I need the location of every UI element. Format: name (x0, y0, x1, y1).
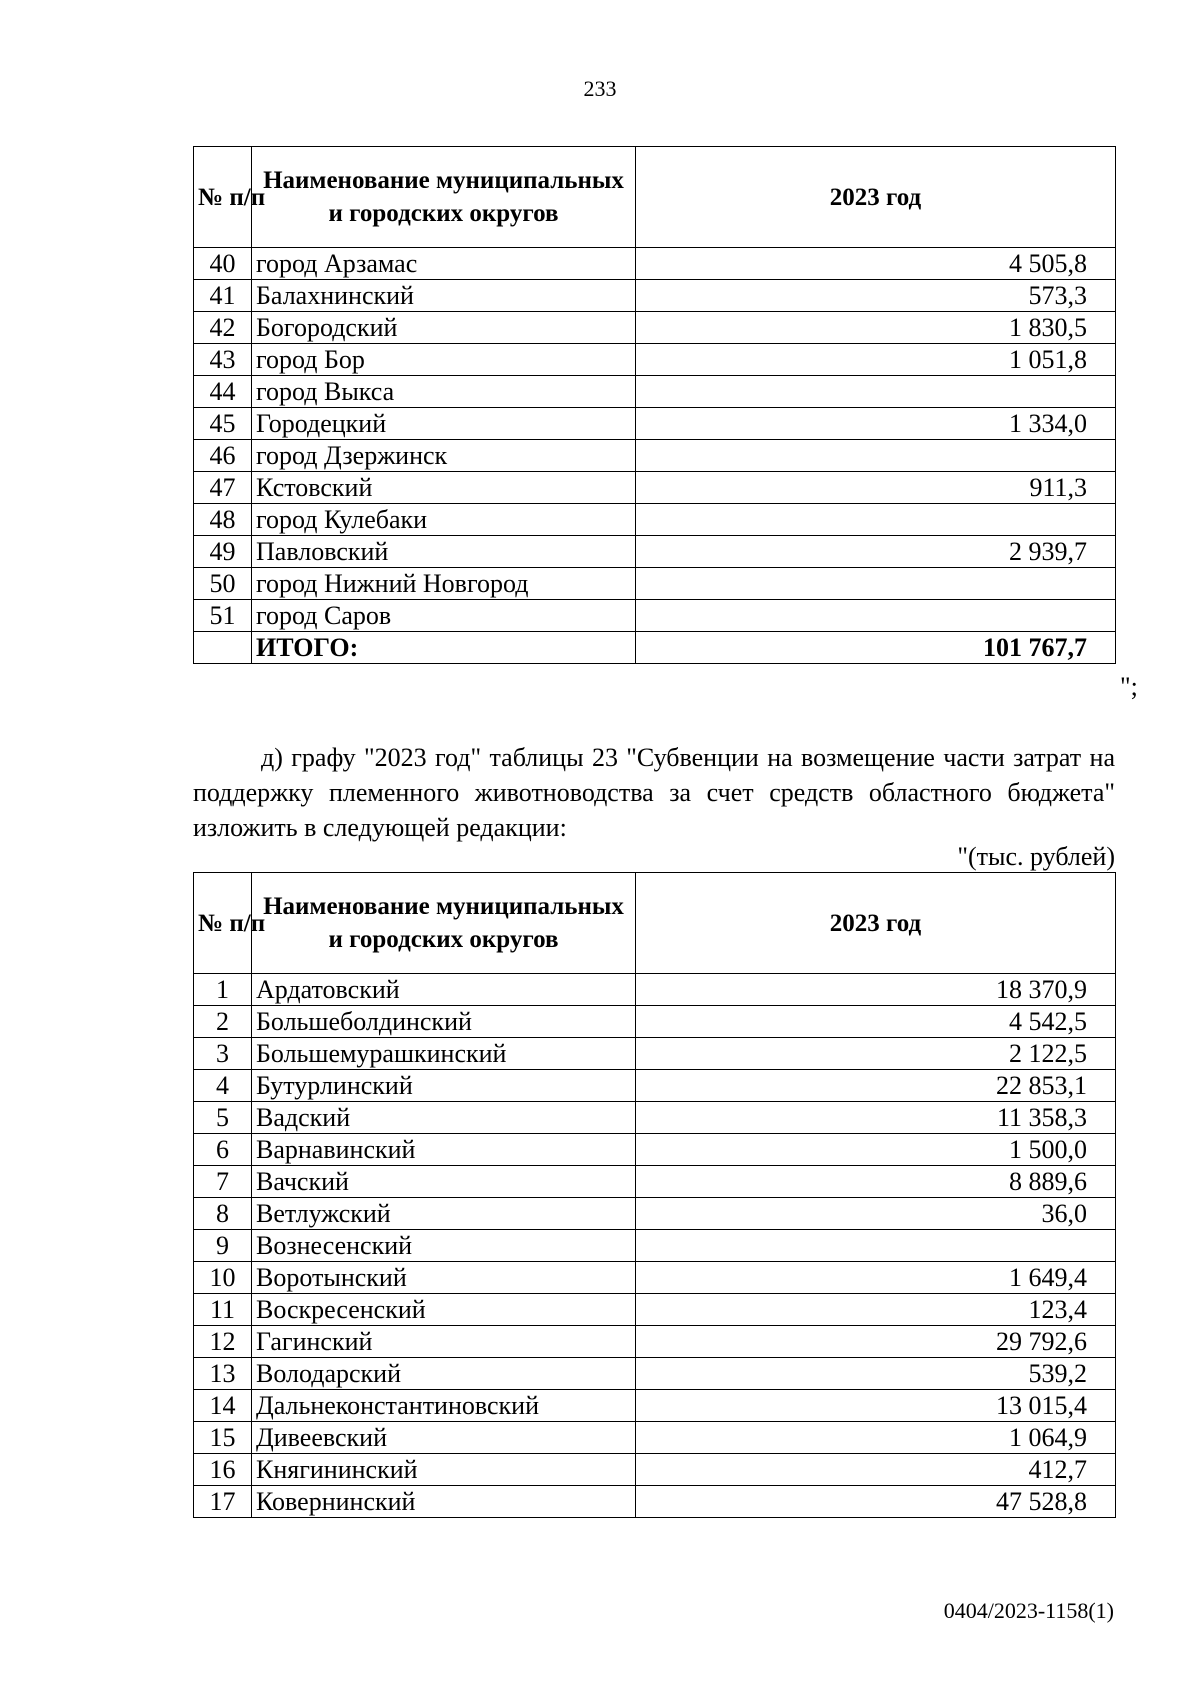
table-row (194, 280, 1116, 312)
amount-value: 539,2 (636, 1358, 1116, 1390)
amount-value: 2 939,7 (636, 536, 1116, 568)
row-number: 1 (194, 974, 252, 1006)
amount-value: 8 889,6 (636, 1166, 1116, 1198)
municipality-name: Вадский (252, 1102, 636, 1134)
table-row (194, 1230, 1116, 1262)
municipality-name: город Дзержинск (252, 440, 636, 472)
table-row (194, 1326, 1116, 1358)
municipality-name: Варнавинский (252, 1134, 636, 1166)
municipality-name: Ветлужский (252, 1198, 636, 1230)
row-number: 50 (194, 568, 252, 600)
amount-value: 4 505,8 (636, 248, 1116, 280)
table-row (194, 248, 1116, 280)
municipality-name: Княгининский (252, 1454, 636, 1486)
row-number: 45 (194, 408, 252, 440)
amount-value (636, 504, 1116, 536)
municipality-name: Городецкий (252, 408, 636, 440)
row-number: 41 (194, 280, 252, 312)
row-number: 17 (194, 1486, 252, 1518)
municipality-name: город Бор (252, 344, 636, 376)
row-number: 48 (194, 504, 252, 536)
header-year: 2023 год (636, 873, 1116, 974)
table-row (194, 974, 1116, 1006)
amount-value (636, 440, 1116, 472)
table-row (194, 1166, 1116, 1198)
header-year: 2023 год (636, 147, 1116, 248)
table-row (194, 1486, 1116, 1518)
amount-value: 36,0 (636, 1198, 1116, 1230)
table-header-row (194, 873, 1116, 974)
municipality-name: Володарский (252, 1358, 636, 1390)
amount-value: 1 830,5 (636, 312, 1116, 344)
amount-value: 11 358,3 (636, 1102, 1116, 1134)
header-name: Наименование муниципальных и городских округов (252, 147, 636, 248)
amount-value: 47 528,8 (636, 1486, 1116, 1518)
amount-value: 1 051,8 (636, 344, 1116, 376)
total-row (194, 632, 1116, 664)
table-row (194, 1262, 1116, 1294)
municipality-name: Большемурашкинский (252, 1038, 636, 1070)
municipality-name: Богородский (252, 312, 636, 344)
municipality-name: город Нижний Новгород (252, 568, 636, 600)
municipality-name: город Выкса (252, 376, 636, 408)
table-row (194, 344, 1116, 376)
table-row (194, 536, 1116, 568)
row-number: 15 (194, 1422, 252, 1454)
amount-value: 4 542,5 (636, 1006, 1116, 1038)
municipality-name: Гагинский (252, 1326, 636, 1358)
row-number: 40 (194, 248, 252, 280)
table-row (194, 472, 1116, 504)
row-number: 13 (194, 1358, 252, 1390)
municipality-name: город Кулебаки (252, 504, 636, 536)
row-number: 4 (194, 1070, 252, 1102)
amount-value: 29 792,6 (636, 1326, 1116, 1358)
row-number: 42 (194, 312, 252, 344)
table-breeding-subsidies (193, 872, 1116, 1518)
header-num: № п/п (194, 147, 252, 248)
municipality-name: Дивеевский (252, 1422, 636, 1454)
municipality-name: город Саров (252, 600, 636, 632)
row-number: 3 (194, 1038, 252, 1070)
row-number: 7 (194, 1166, 252, 1198)
row-number: 5 (194, 1102, 252, 1134)
units-note: "(тыс. рублей) (957, 842, 1115, 871)
row-number: 14 (194, 1390, 252, 1422)
table-row (194, 504, 1116, 536)
row-number: 6 (194, 1134, 252, 1166)
amount-value (636, 600, 1116, 632)
municipality-name: Дальнеконстантиновский (252, 1390, 636, 1422)
amount-value: 573,3 (636, 280, 1116, 312)
amendment-paragraph: д) графу "2023 год" таблицы 23 "Субвенции на возмещение части затрат на поддержку племенного животноводства за счет средств областного бюджета" изложить в следующей редакции: (193, 743, 1115, 842)
header-name: Наименование муниципальных и городских округов (252, 873, 636, 974)
table-row (194, 1422, 1116, 1454)
total-value: 101 767,7 (636, 632, 1116, 664)
municipality-name: Большеболдинский (252, 1006, 636, 1038)
amount-value (636, 376, 1116, 408)
row-number: 43 (194, 344, 252, 376)
table-row (194, 376, 1116, 408)
municipality-name: Воскресенский (252, 1294, 636, 1326)
row-number: 2 (194, 1006, 252, 1038)
amount-value: 1 334,0 (636, 408, 1116, 440)
amount-value (636, 568, 1116, 600)
table-row (194, 1006, 1116, 1038)
table-header-row (194, 147, 1116, 248)
municipality-name: Бутурлинский (252, 1070, 636, 1102)
row-number: 49 (194, 536, 252, 568)
table-row (194, 1198, 1116, 1230)
table-row (194, 408, 1116, 440)
total-label: ИТОГО: (252, 632, 636, 664)
table-row (194, 568, 1116, 600)
municipality-name: Ковернинский (252, 1486, 636, 1518)
row-number: 46 (194, 440, 252, 472)
page-number: 233 (583, 76, 617, 101)
row-number: 10 (194, 1262, 252, 1294)
amount-value: 2 122,5 (636, 1038, 1116, 1070)
table-row (194, 1102, 1116, 1134)
amount-value (636, 1230, 1116, 1262)
row-number: 47 (194, 472, 252, 504)
municipality-name: Павловский (252, 536, 636, 568)
table-row (194, 1038, 1116, 1070)
closing-quote-mark: "; (1120, 672, 1138, 701)
row-number: 8 (194, 1198, 252, 1230)
amount-value: 123,4 (636, 1294, 1116, 1326)
row-number: 12 (194, 1326, 252, 1358)
amount-value: 1 064,9 (636, 1422, 1116, 1454)
amount-value: 13 015,4 (636, 1390, 1116, 1422)
row-number: 11 (194, 1294, 252, 1326)
row-number: 51 (194, 600, 252, 632)
amount-value: 18 370,9 (636, 974, 1116, 1006)
table-row (194, 1294, 1116, 1326)
table-row (194, 1070, 1116, 1102)
row-number: 9 (194, 1230, 252, 1262)
header-num: № п/п (194, 873, 252, 974)
table-row (194, 1390, 1116, 1422)
table-row (194, 1134, 1116, 1166)
table-row (194, 1358, 1116, 1390)
total-empty-cell (194, 632, 252, 664)
amount-value: 412,7 (636, 1454, 1116, 1486)
amount-value: 1 500,0 (636, 1134, 1116, 1166)
amount-value: 1 649,4 (636, 1262, 1116, 1294)
municipality-name: Вознесенский (252, 1230, 636, 1262)
municipality-name: город Арзамас (252, 248, 636, 280)
table-municipal-amounts-part (193, 146, 1116, 664)
row-number: 44 (194, 376, 252, 408)
table-row (194, 440, 1116, 472)
table-row (194, 1454, 1116, 1486)
municipality-name: Ардатовский (252, 974, 636, 1006)
municipality-name: Вачский (252, 1166, 636, 1198)
municipality-name: Кстовский (252, 472, 636, 504)
row-number: 16 (194, 1454, 252, 1486)
table-row (194, 600, 1116, 632)
amount-value: 911,3 (636, 472, 1116, 504)
table-row (194, 312, 1116, 344)
amount-value: 22 853,1 (636, 1070, 1116, 1102)
municipality-name: Воротынский (252, 1262, 636, 1294)
document-code: 0404/2023-1158(1) (943, 1598, 1114, 1623)
municipality-name: Балахнинский (252, 280, 636, 312)
